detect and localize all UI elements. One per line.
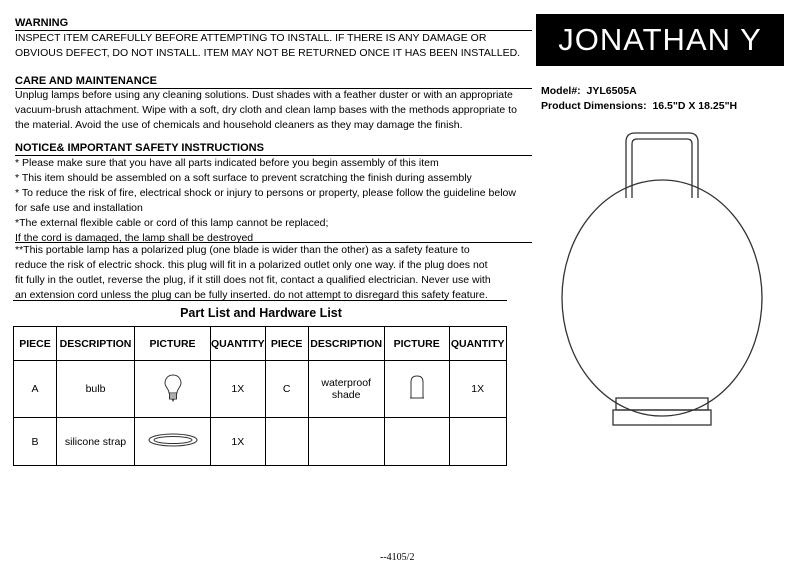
table-row — [14, 361, 507, 418]
care-line: the material. Avoid the use of chemicals and household cleaners as they may damage the finish. — [15, 119, 463, 131]
parts-table — [13, 326, 507, 466]
warning-text — [15, 31, 535, 61]
safety-line: for safe use and installation — [15, 202, 143, 214]
model-label: Model#: — [541, 85, 581, 97]
parts-table-title: Part List and Hardware List — [180, 306, 342, 320]
column-header: DESCRIPTION — [57, 327, 135, 361]
plug-text — [15, 243, 535, 303]
picture-cell — [135, 361, 211, 418]
model-number — [541, 85, 637, 97]
description-cell — [308, 418, 384, 466]
warning-line: OBVIOUS DEFECT, DO NOT INSTALL. ITEM MAY NOT BE RETURNED ONCE IT HAS BEEN INSTALLED. — [15, 47, 521, 59]
picture-cell — [135, 418, 211, 466]
safety-line: If the cord is damaged, the lamp shall be destroyed — [15, 232, 254, 244]
safety-line: *The external flexible cable or cord of this lamp cannot be replaced; — [15, 217, 329, 229]
plug-line: fit fully in the outlet, reverse the plug, if it still does not fit, contact a qualified electrician. Never use with — [15, 274, 491, 286]
warning-line: INSPECT ITEM CAREFULLY BEFORE ATTEMPTING TO INSTALL. IF THERE IS ANY DAMAGE OR — [15, 32, 487, 44]
strap-icon — [147, 432, 199, 448]
care-text — [15, 88, 535, 133]
dimensions-label: Product Dimensions: — [541, 100, 647, 112]
safety-line: * Please make sure that you have all parts indicated before you begin assembly of this item — [15, 157, 439, 169]
lamp-base-icon — [613, 398, 711, 425]
column-header: DESCRIPTION — [308, 327, 384, 361]
care-line: Unplug lamps before using any cleaning solutions. Dust shades with a feather duster or with an appropriate — [15, 89, 513, 101]
piece-cell: A — [14, 361, 57, 418]
lamp-illustration — [560, 130, 780, 430]
quantity-cell — [449, 418, 506, 466]
piece-cell: C — [265, 361, 308, 418]
lamp-handle-icon — [626, 133, 698, 198]
dimensions-value: 16.5"D X 18.25"H — [652, 100, 738, 112]
plug-line: reduce the risk of electric shock. this plug will fit in a polarized outlet only one way. if the plug does not — [15, 259, 488, 271]
picture-cell — [384, 418, 449, 466]
column-header: PICTURE — [135, 327, 211, 361]
column-header: QUANTITY — [449, 327, 506, 361]
piece-cell: B — [14, 418, 57, 466]
model-value: JYL6505A — [586, 85, 637, 97]
brand-logo: JONATHAN Y — [536, 14, 784, 66]
safety-line: * This item should be assembled on a soft surface to prevent scratching the finish during assembly — [15, 172, 472, 184]
section-divider — [13, 300, 507, 301]
plug-line: an extension cord unless the plug can be fully inserted. do not attempt to disregard this safety feature. — [15, 289, 488, 301]
quantity-cell: 1X — [211, 361, 266, 418]
description-cell: waterproof shade — [308, 361, 384, 418]
safety-text — [15, 156, 535, 246]
description-cell: bulb — [57, 361, 135, 418]
table-header-row — [14, 327, 507, 361]
care-line: vacuum-brush attachment. Wipe with a soft, dry cloth and clean lamp bases with the methods appropriate to — [15, 104, 517, 116]
bulb-icon — [163, 373, 183, 403]
picture-cell — [384, 361, 449, 418]
table-row — [14, 418, 507, 466]
footer-code: --4105/2 — [380, 552, 415, 563]
lamp-globe-icon — [562, 180, 762, 416]
safety-heading: NOTICE& IMPORTANT SAFETY INSTRUCTIONS — [15, 142, 532, 156]
description-cell: silicone strap — [57, 418, 135, 466]
quantity-cell: 1X — [211, 418, 266, 466]
column-header: QUANTITY — [211, 327, 266, 361]
column-header: PICTURE — [384, 327, 449, 361]
plug-line: **This portable lamp has a polarized plug (one blade is wider than the other) as a safety feature to — [15, 244, 470, 256]
shade-icon — [408, 374, 426, 402]
column-header: PIECE — [265, 327, 308, 361]
care-heading: CARE AND MAINTENANCE — [15, 75, 532, 89]
safety-line: * To reduce the risk of fire, electrical shock or injury to persons or property, please follow the guideline below — [15, 187, 516, 199]
column-header: PIECE — [14, 327, 57, 361]
quantity-cell: 1X — [449, 361, 506, 418]
piece-cell — [265, 418, 308, 466]
product-dimensions — [541, 100, 737, 112]
warning-heading: WARNING — [15, 17, 532, 31]
